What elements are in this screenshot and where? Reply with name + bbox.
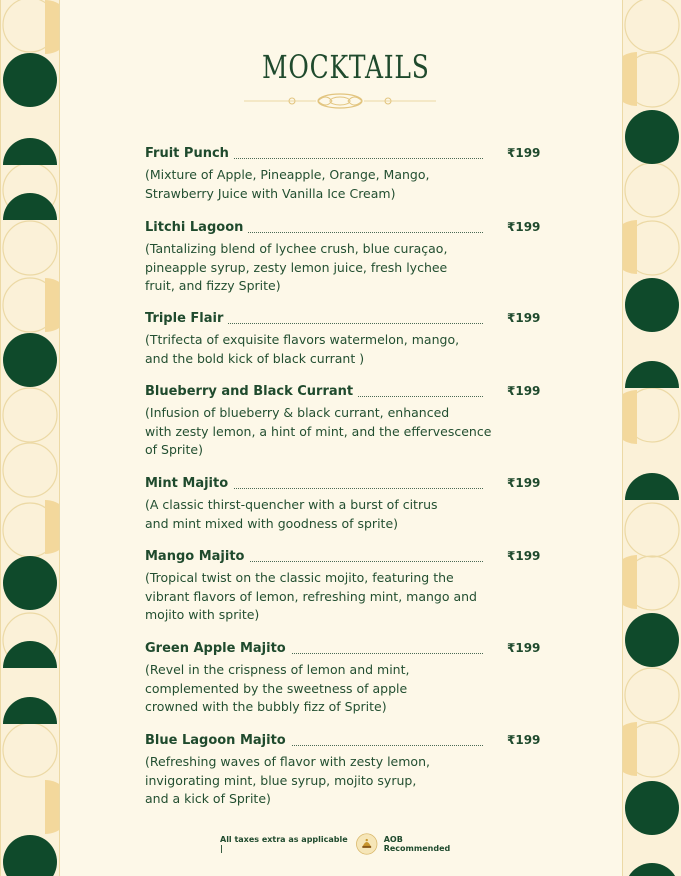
left-border-pattern — [1, 0, 59, 876]
item-price: ₹199 — [507, 146, 541, 160]
item-name: Green Apple Majito — [145, 641, 291, 656]
item-name: Fruit Punch — [145, 146, 234, 161]
menu-item-fruit-punch — [145, 146, 541, 203]
footer-note — [220, 832, 470, 856]
menu-item-green-apple-majito — [145, 641, 541, 717]
item-description: (Tantalizing blend of lychee crush, blue curaçao, pineapple syrup, zesty lemon juice, fresh lychee fruit, and fizzy Sprite) — [145, 241, 448, 293]
right-decorative-border — [622, 0, 681, 876]
menu-item-blue-lagoon-majito — [145, 733, 541, 809]
item-description: (Ttrifecta of exquisite flavors watermelon, mango, and the bold kick of black currant ) — [145, 332, 460, 366]
menu-item-mango-majito — [145, 549, 541, 625]
item-name: Blueberry and Black Currant — [145, 384, 358, 399]
item-price: ₹199 — [507, 641, 541, 655]
page-title: MOCKTAILS — [262, 48, 430, 86]
item-price: ₹199 — [507, 549, 541, 563]
menu-item-litchi-lagoon — [145, 220, 541, 296]
item-description: (Mixture of Apple, Pineapple, Orange, Mango, Strawberry Juice with Vanilla Ice Cream) — [145, 167, 430, 201]
item-description: (Tropical twist on the classic mojito, featuring the vibrant flavors of lemon, refreshing mint, mango and mojito with sprite) — [145, 570, 477, 622]
item-description: (Infusion of blueberry & black currant, enhanced with zesty lemon, a hint of mint, and the effervescence of Sprite) — [145, 405, 492, 457]
right-border-pattern — [623, 0, 681, 876]
item-price: ₹199 — [507, 311, 541, 325]
menu-item-blueberry-black-currant — [145, 384, 541, 460]
left-decorative-border — [0, 0, 60, 876]
item-description: (Refreshing waves of flavor with zesty lemon, invigorating mint, blue syrup, mojito syrup, and a kick of Sprite) — [145, 754, 430, 806]
item-price: ₹199 — [507, 733, 541, 747]
item-description: (Revel in the crispness of lemon and mint, complemented by the sweetness of apple crowned with the bubbly fizz of Sprite) — [145, 662, 410, 714]
item-price: ₹199 — [507, 384, 541, 398]
recommended-badge-icon — [356, 833, 377, 855]
recommended-label: AOB Recommended — [383, 835, 451, 853]
title-ornament-icon — [244, 90, 436, 112]
menu-item-mint-majito — [145, 476, 541, 533]
item-price: ₹199 — [507, 476, 541, 490]
item-price: ₹199 — [507, 220, 541, 234]
item-name: Triple Flair — [145, 311, 228, 326]
item-description: (A classic thirst-quencher with a burst of citrus and mint mixed with goodness of sprite) — [145, 497, 438, 531]
taxes-note: All taxes extra as applicable | — [220, 835, 348, 853]
item-name: Mango Majito — [145, 549, 250, 564]
item-name: Mint Majito — [145, 476, 233, 491]
item-name: Blue Lagoon Majito — [145, 733, 291, 748]
item-name: Litchi Lagoon — [145, 220, 248, 235]
menu-item-triple-flair — [145, 311, 541, 368]
